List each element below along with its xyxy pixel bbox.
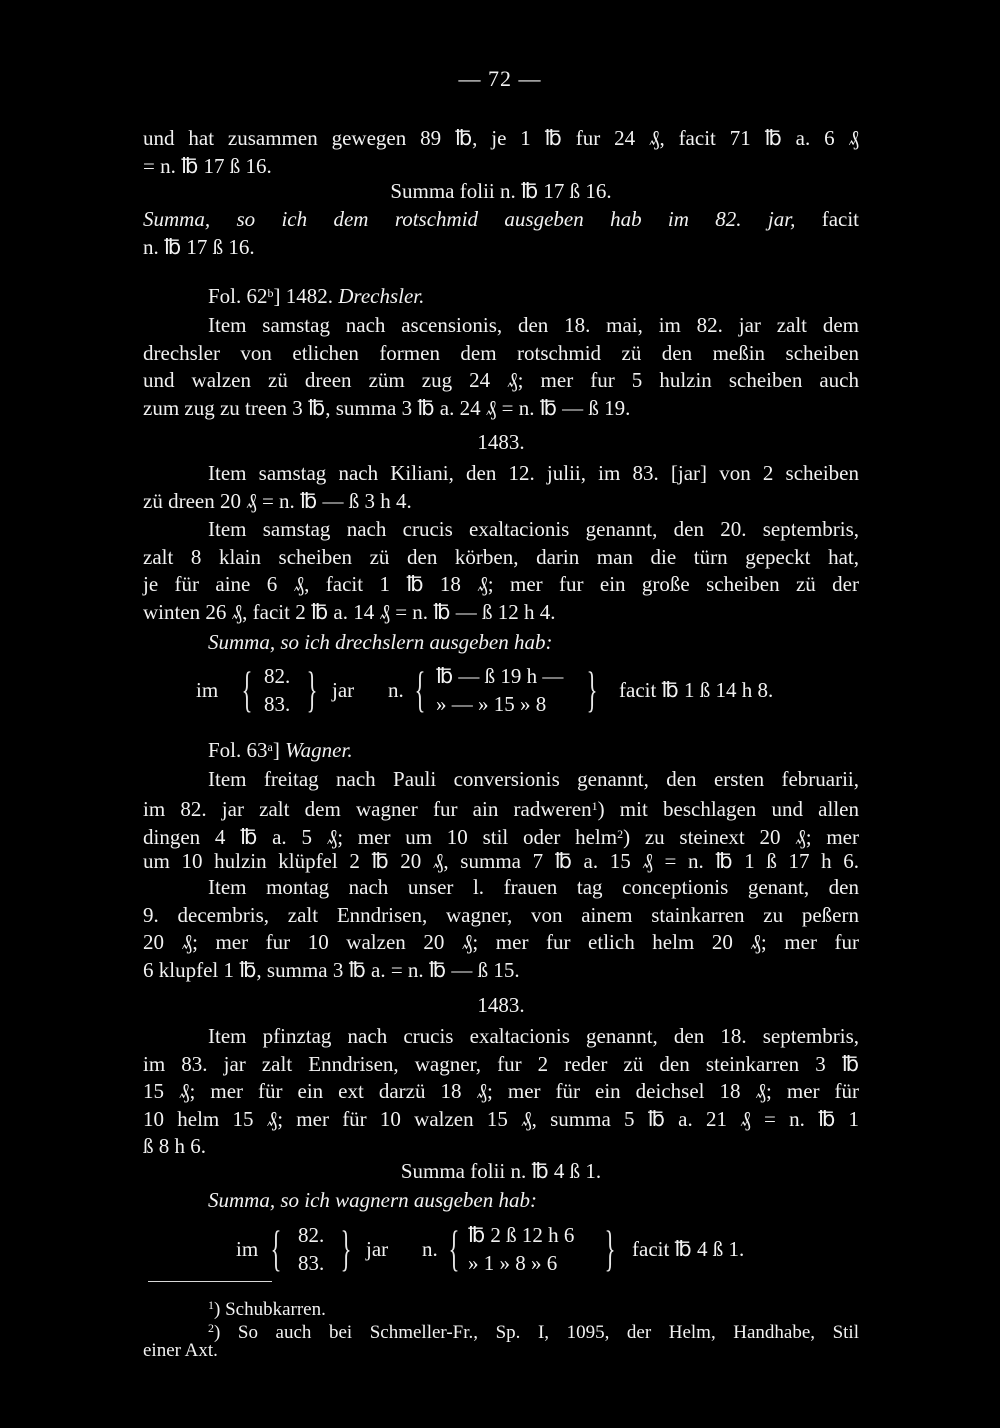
summary-table-wagner [236, 1221, 876, 1281]
brace-left: { [448, 1220, 460, 1276]
folio-sup: b [267, 286, 274, 300]
summary-row: » 1 » 8 » 6 [468, 1251, 558, 1275]
text-line: im 83. jar zalt Enndrisen, wagner, fur 2 reder zü den steinkarren 3 ℔ [143, 1052, 859, 1076]
text-line: zalt 8 klain scheiben zü den körben, darin man die türn gepeckt hat, [143, 545, 859, 569]
text-line: Item montag nach unser l. frauen tag conceptionis genant, den [208, 875, 859, 899]
text-span: ) zu steinext 20 ₰; mer [623, 825, 859, 849]
summary-im: im [196, 678, 219, 702]
footnote [143, 1339, 218, 1363]
text-line: = n. ℔ 17 ß 16. [143, 154, 272, 178]
brace-right: } [306, 661, 318, 717]
text-line: je für aine 6 ₰, facit 1 ℔ 18 ₰; mer fur ein große scheiben zü der [143, 572, 859, 596]
summary-year: 82. [298, 1223, 325, 1247]
summa-heading: Summa, so ich wagnern ausgeben hab: [208, 1188, 537, 1212]
summary-facit: facit ℔ 4 ß 1. [632, 1237, 745, 1261]
footnote [208, 1316, 859, 1345]
summary-n: n. [422, 1237, 438, 1261]
summary-year: 83. [264, 692, 291, 716]
summa-folii: Summa folii n. ℔ 17 ß 16. [390, 179, 612, 203]
text-line: und walzen zü dreen züm zug 24 ₰; mer fur 5 hulzin scheiben auch [143, 368, 859, 392]
summary-facit: facit ℔ 1 ß 14 h 8. [619, 678, 774, 702]
text-line: winten 26 ₰, facit 2 ℔ a. 14 ₰ = n. ℔ — ß 12 h 4. [143, 600, 556, 624]
summary-row: ℔ — ß 19 h — [436, 664, 564, 688]
text-line [143, 792, 859, 823]
brace-right: } [340, 1220, 352, 1276]
text-line: und hat zusammen gewegen 89 ℔, je 1 ℔ fur 24 ₰, facit 71 ℔ a. 6 ₰ [143, 126, 859, 150]
text-line: Item samstag nach crucis exaltacionis genannt, den 20. septembris, [208, 517, 859, 541]
summa-rotschmid-line [143, 205, 859, 233]
brace-left: { [270, 1220, 282, 1276]
folio-rest: ] 1482. [273, 284, 334, 308]
text-line: 20 ₰; mer fur 10 walzen 20 ₰; mer fur etlich helm 20 ₰; mer fur [143, 930, 859, 954]
summa-folii: Summa folii n. ℔ 4 ß 1. [400, 1159, 602, 1183]
text-line: 6 klupfel 1 ℔, summa 3 ℔ a. = n. ℔ — ß 15. [143, 958, 520, 982]
footnote-text: ) So auch bei Schmeller-Fr., Sp. I, 1095, der Helm, Handhabe, Stil [214, 1322, 859, 1343]
page-number: — 72 — [458, 66, 542, 91]
text-line: Item pfinztag nach crucis exaltacionis genannt, den 18. septembris, [208, 1024, 859, 1048]
text-line: Item freitag nach Pauli conversionis genannt, den ersten februarii, [208, 767, 859, 791]
footnote-text: einer Axt. [143, 1340, 218, 1361]
summary-year: 83. [298, 1251, 325, 1275]
text-span: im 82. jar zalt dem wagner fur ain radweren [143, 797, 592, 821]
text-line: zü dreen 20 ₰ = n. ℔ — ß 3 h 4. [143, 489, 412, 513]
summary-jar: jar [332, 678, 355, 702]
folio-sup: a [267, 740, 273, 754]
text-line: 15 ₰; mer für ein ext darzü 18 ₰; mer für ein deichsel 18 ₰; mer für [143, 1079, 859, 1103]
text-line: 9. decembris, zalt Enndrisen, wagner, von ainem stainkarren zu peßern [143, 903, 859, 927]
footnote-text: ) Schubkarren. [214, 1299, 326, 1320]
footnote-divider [148, 1281, 272, 1282]
brace-left: { [241, 661, 253, 717]
year-heading: 1483. [477, 430, 525, 454]
text-line: n. ℔ 17 ß 16. [143, 235, 255, 259]
brace-right: } [604, 1220, 616, 1276]
text-line: drechsler von etlichen formen dem rotschmid zü den meßin scheiben [143, 341, 859, 365]
brace-left: { [414, 661, 426, 717]
section-heading-wagner [208, 733, 859, 764]
summary-table-drechsler [196, 662, 836, 722]
section-heading-drechsler [208, 279, 859, 310]
text-line: 10 helm 15 ₰; mer für 10 walzen 15 ₰, summa 5 ℔ a. 21 ₰ = n. ℔ 1 [143, 1107, 859, 1131]
section-title: Wagner. [285, 738, 353, 762]
text-line: um 10 hulzin klüpfel 2 ℔ 20 ₰, summa 7 ℔ a. 15 ₰ = n. ℔ 1 ß 17 h 6. [143, 849, 859, 873]
summa-rotschmid-facit: facit [821, 207, 860, 231]
summa-heading: Summa, so ich drechslern ausgeben hab: [208, 630, 553, 654]
folio-ref: Fol. 62 [208, 284, 268, 308]
summary-row: » — » 15 » 8 [436, 692, 547, 716]
summa-rotschmid-text: Summa, so ich dem rotschmid ausgeben hab im 82. jar, [143, 207, 796, 231]
footnote-mark: 1 [208, 1298, 214, 1312]
folio-ref: Fol. 63 [208, 738, 268, 762]
text-span: dingen 4 ℔ a. 5 ₰; mer um 10 stil oder helm [143, 825, 618, 849]
text-line: zum zug zu treen 3 ℔, summa 3 ℔ a. 24 ₰ = n. ℔ — ß 19. [143, 396, 631, 420]
section-title: Drechsler. [338, 284, 425, 308]
footnote-mark: 2 [208, 1321, 214, 1335]
text-line: ß 8 h 6. [143, 1134, 206, 1158]
summary-im: im [236, 1237, 259, 1261]
summary-jar: jar [366, 1237, 389, 1261]
folio-rest: ] [272, 738, 280, 762]
text-line: Item samstag nach Kiliani, den 12. julii, im 83. [jar] von 2 scheiben [208, 461, 859, 485]
summary-year: 82. [264, 664, 291, 688]
text-line: Item samstag nach ascensionis, den 18. mai, im 82. jar zalt dem [208, 313, 859, 337]
footnote-ref: 2 [617, 827, 624, 841]
text-span: ) mit beschlagen und allen [597, 797, 859, 821]
footnote-ref: 1 [591, 799, 598, 813]
year-heading: 1483. [477, 993, 525, 1017]
summary-n: n. [388, 678, 404, 702]
brace-right: } [586, 661, 598, 717]
summary-row: ℔ 2 ß 12 h 6 [468, 1223, 575, 1247]
